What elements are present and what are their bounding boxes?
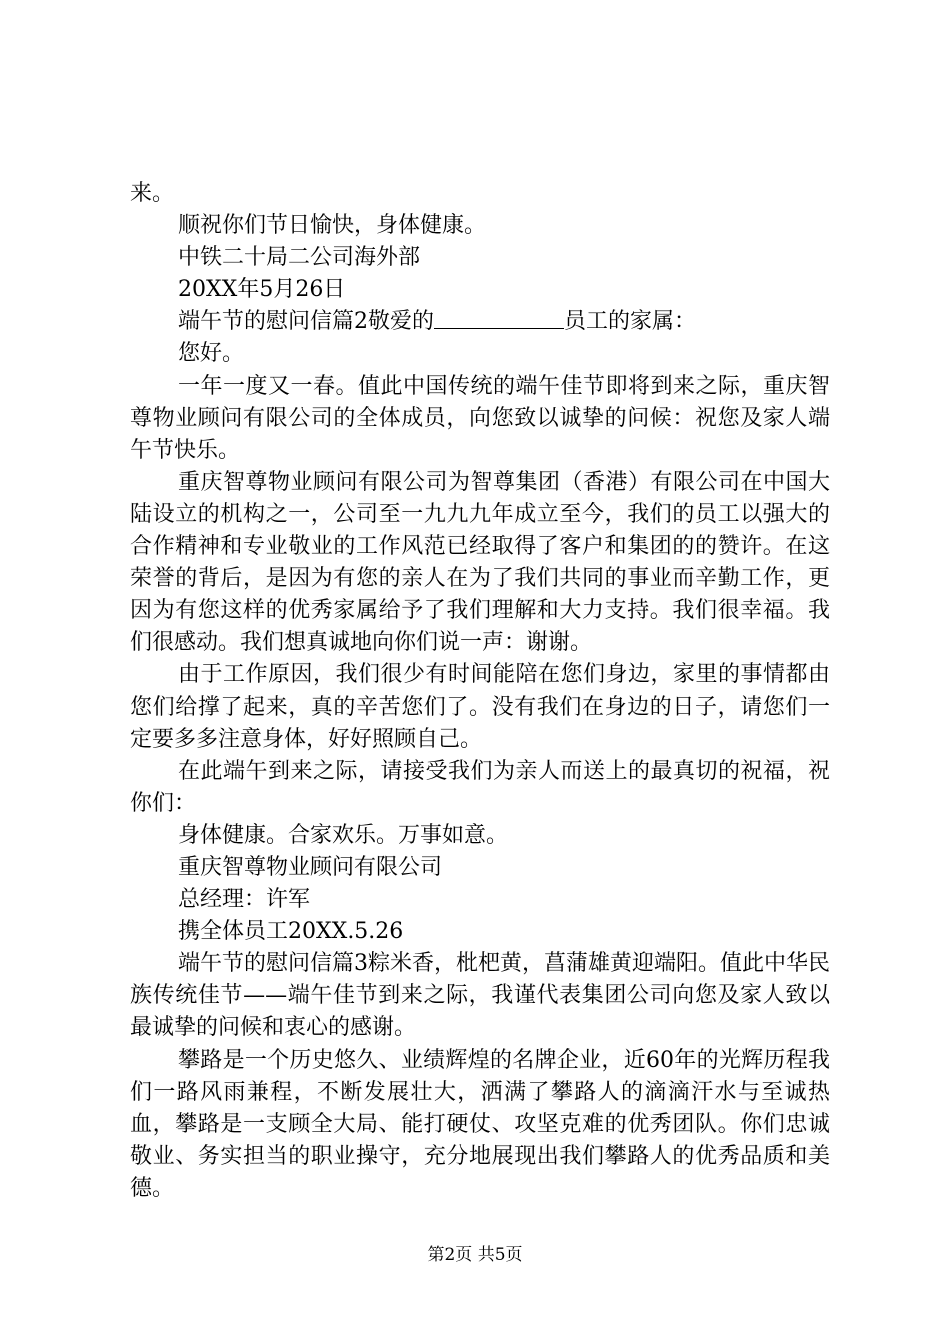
- paragraph: 您好。: [178, 341, 245, 367]
- fill-in-blank: [434, 308, 564, 329]
- paragraph: 中铁二十局二公司海外部: [178, 245, 421, 271]
- paragraph: 重庆智尊物业顾问有限公司为智尊集团（香港）有限公司在中国大陆设立的机构之一，公司至一九九九年成立至今，我们的员工以强大的合作精神和专业敬业的工作风范已经取得了客户和集团的的赞许。在这荣誉的背后，是因为有您的亲人在为了我们共同的事业而辛勤工作，更因为有您这样的优秀家属给予了我们理解和大力支持。我们很幸福。我们很感动。我们想真诚地向你们说一声：谢谢。: [130, 469, 830, 656]
- paragraph: 顺祝你们节日愉快，身体健康。: [178, 213, 487, 239]
- paragraph: 来。: [130, 181, 175, 206]
- paragraph-text-after-blank: 员工的家属：: [564, 309, 697, 335]
- paragraph: 重庆智尊物业顾问有限公司: [178, 854, 443, 880]
- paragraph: 一年一度又一春。值此中国传统的端午佳节即将到来之际，重庆智尊物业顾问有限公司的全体成员，向您致以诚挚的问候：祝您及家人端午节快乐。: [130, 373, 830, 463]
- page-number-footer: 第2页 共5页: [427, 1245, 523, 1265]
- paragraph: 由于工作原因，我们很少有时间能陪在您们身边，家里的事情都由您们给撑了起来，真的辛苦您们了。没有我们在身边的日子，请您们一定要多多注意身体，好好照顾自己。: [130, 662, 830, 752]
- paragraph: 携全体员工20XX.5.26: [178, 919, 404, 945]
- paragraph: 20XX年5月26日: [178, 277, 346, 303]
- paragraph-with-blank: [130, 306, 830, 338]
- paragraph: 身体健康。合家欢乐。万事如意。: [178, 822, 509, 848]
- paragraph: 总经理：许军: [178, 887, 311, 913]
- document-body: [130, 178, 830, 1205]
- paragraph: 攀路是一个历史悠久、业绩辉煌的名牌企业，近60年的光辉历程我们一路风雨兼程，不断发展壮大，洒满了攀路人的滴滴汗水与至诚热血，攀路是一支顾全大局、能打硬仗、攻坚克难的优秀团队。你们忠诚敬业、务实担当的职业操守，充分地展现出我们攀路人的优秀品质和美德。: [130, 1047, 830, 1201]
- paragraph: 端午节的慰问信篇3粽米香，枇杷黄，菖蒲雄黄迎端阳。值此中华民族传统佳节——端午佳节到来之际，我谨代表集团公司向您及家人致以最诚挚的问候和衷心的感谢。: [130, 951, 830, 1041]
- paragraph-text-before-blank: 端午节的慰问信篇2敬爱的: [178, 309, 434, 335]
- paragraph: 在此端午到来之际，请接受我们为亲人而送上的最真切的祝福，祝你们：: [130, 758, 830, 816]
